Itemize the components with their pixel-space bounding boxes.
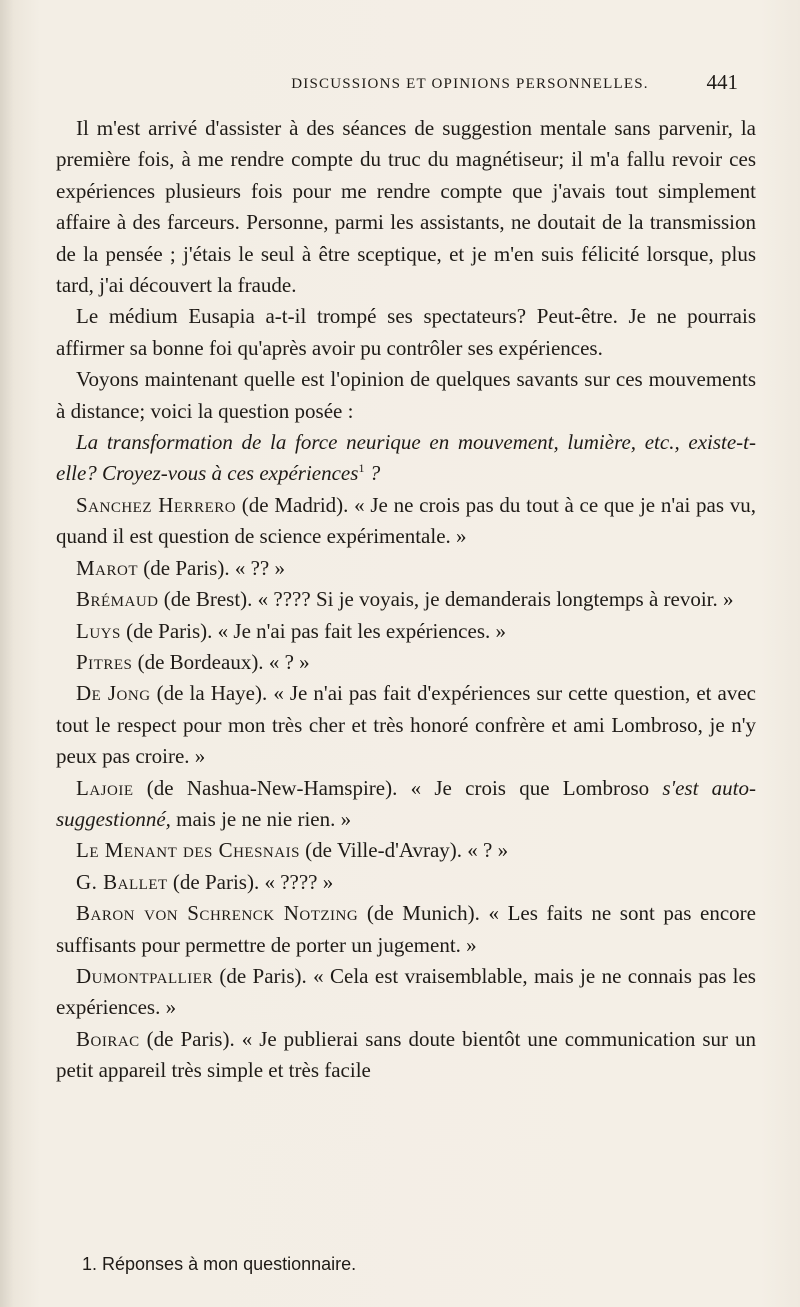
question-italic: La transformation de la force neurique en mouvement, lumière, etc., existe-t-elle? Croyez-vous à ces expériences — [56, 430, 756, 486]
respondent-name: Brémaud — [76, 587, 159, 612]
footnote-text: Réponses à mon questionnaire. — [97, 1254, 357, 1274]
respondent-answer: « Je n'ai pas fait d'expériences sur cette question, et avec tout le respect pour mon très cher et très honoré confrère et ami Lombroso, je n'y peux pas croire. » — [56, 681, 756, 769]
response-sanchez-herrero — [56, 490, 756, 553]
respondent-name: Sanchez Herrero — [76, 492, 237, 517]
footnote-number: 1. — [82, 1254, 98, 1274]
respondent-answer: « Je crois que Lombroso — [410, 775, 663, 800]
respondent-answer: « Les faits ne sont pas encore suffisants pour permettre de porter un jugement. » — [56, 901, 756, 957]
response-ballet — [56, 867, 756, 898]
respondent-answer: « Cela est vraisemblable, mais je ne connais pas les expériences. » — [56, 963, 756, 1020]
respondent-name: Marot — [76, 555, 139, 580]
running-title: DISCUSSIONS ET OPINIONS PERSONNELLES. — [291, 76, 649, 92]
respondent-answer: « Je n'ai pas fait les expériences. » — [217, 618, 506, 643]
respondent-answer: « ???? » — [264, 869, 334, 894]
respondent-place: (de Ville-d'Avray). — [299, 838, 468, 863]
respondent-name: G. Ballet — [76, 869, 168, 894]
respondent-answer: « ? » — [268, 649, 310, 674]
respondent-answer-italic: s'est auto-suggestionné, — [56, 775, 756, 831]
response-de-jong — [56, 678, 756, 772]
respondent-name: Le Menant des Chesnais — [76, 838, 300, 863]
respondent-answer: « ?? » — [234, 555, 285, 580]
footnote — [82, 1254, 722, 1275]
respondent-place: (de Bordeaux). — [132, 649, 269, 674]
respondent-place: (de Paris). — [139, 1026, 242, 1051]
paragraph-question — [56, 427, 756, 490]
response-le-menant-des-chesnais — [56, 835, 756, 866]
respondent-name: Pitres — [76, 649, 133, 674]
respondent-answer: « ???? Si je voyais, je demanderais longtemps à revoir. » — [257, 587, 734, 612]
response-luys — [56, 616, 756, 647]
respondent-place: (de Munich). — [358, 901, 489, 926]
respondent-name: Luys — [76, 618, 121, 643]
respondent-answer-end: mais je ne nie rien. » — [170, 806, 352, 831]
page-number: 441 — [706, 70, 738, 94]
respondent-place: (de Paris). — [212, 963, 314, 988]
response-pitres — [56, 647, 756, 678]
response-bremaud — [56, 584, 756, 615]
respondent-name: Baron von Schrenck Notzing — [76, 901, 359, 926]
paragraph-intro: Il m'est arrivé d'assister à des séances de suggestion mentale sans parvenir, la première fois, à me rendre compte du truc du magnétiseur; il m'a fallu revoir ces expériences plusieurs fois pour me rendre compte que j'avais tout simplement affaire à des farceurs. Personne, parmi les assistants, ne doutait de la transmission de la pensée ; j'étais le seul à être sceptique, et je m'en suis félicité lorsque, plus tard, j'ai découvert la fraude. — [56, 116, 756, 298]
respondent-place: (de Nashua-New-Hamspire). — [133, 775, 411, 800]
body-text — [56, 113, 756, 1087]
respondent-place: (de Madrid). — [236, 492, 355, 517]
paragraph-voyons: Voyons maintenant quelle est l'opinion de quelques savants sur ces mouvements à distance; voici la question posée : — [56, 367, 756, 423]
respondent-place: (de Paris). — [138, 555, 235, 580]
question-end: ? — [364, 461, 381, 486]
respondent-place: (de Paris). — [167, 869, 265, 894]
respondent-place: (de la Haye). — [150, 681, 274, 706]
response-dumontpallier — [56, 961, 756, 1024]
response-marot — [56, 553, 756, 584]
respondent-place: (de Brest). — [158, 587, 258, 612]
respondent-name: Dumontpallier — [76, 963, 213, 988]
respondent-place: (de Paris). — [120, 618, 218, 643]
respondent-name: De Jong — [76, 681, 151, 706]
response-lajoie — [56, 773, 756, 836]
response-boirac — [56, 1024, 756, 1087]
respondent-answer: « Je ne crois pas du tout à ce que je n'ai pas vu, quand il est question de science expérimentale. » — [56, 492, 756, 549]
respondent-name: Boirac — [76, 1026, 140, 1051]
footnote-reference: 1 — [358, 461, 365, 476]
respondent-name: Lajoie — [76, 775, 134, 800]
paragraph-eusapia: Le médium Eusapia a-t-il trompé ses spectateurs? Peut-être. Je ne pourrais affirmer sa bonne foi qu'après avoir pu contrôler ses expériences. — [56, 304, 756, 360]
response-schrenck-notzing — [56, 898, 756, 961]
respondent-answer: « Je publierai sans doute bientôt une communication sur un petit appareil très simple et très facile — [56, 1026, 756, 1083]
respondent-answer: « ? » — [467, 838, 509, 863]
